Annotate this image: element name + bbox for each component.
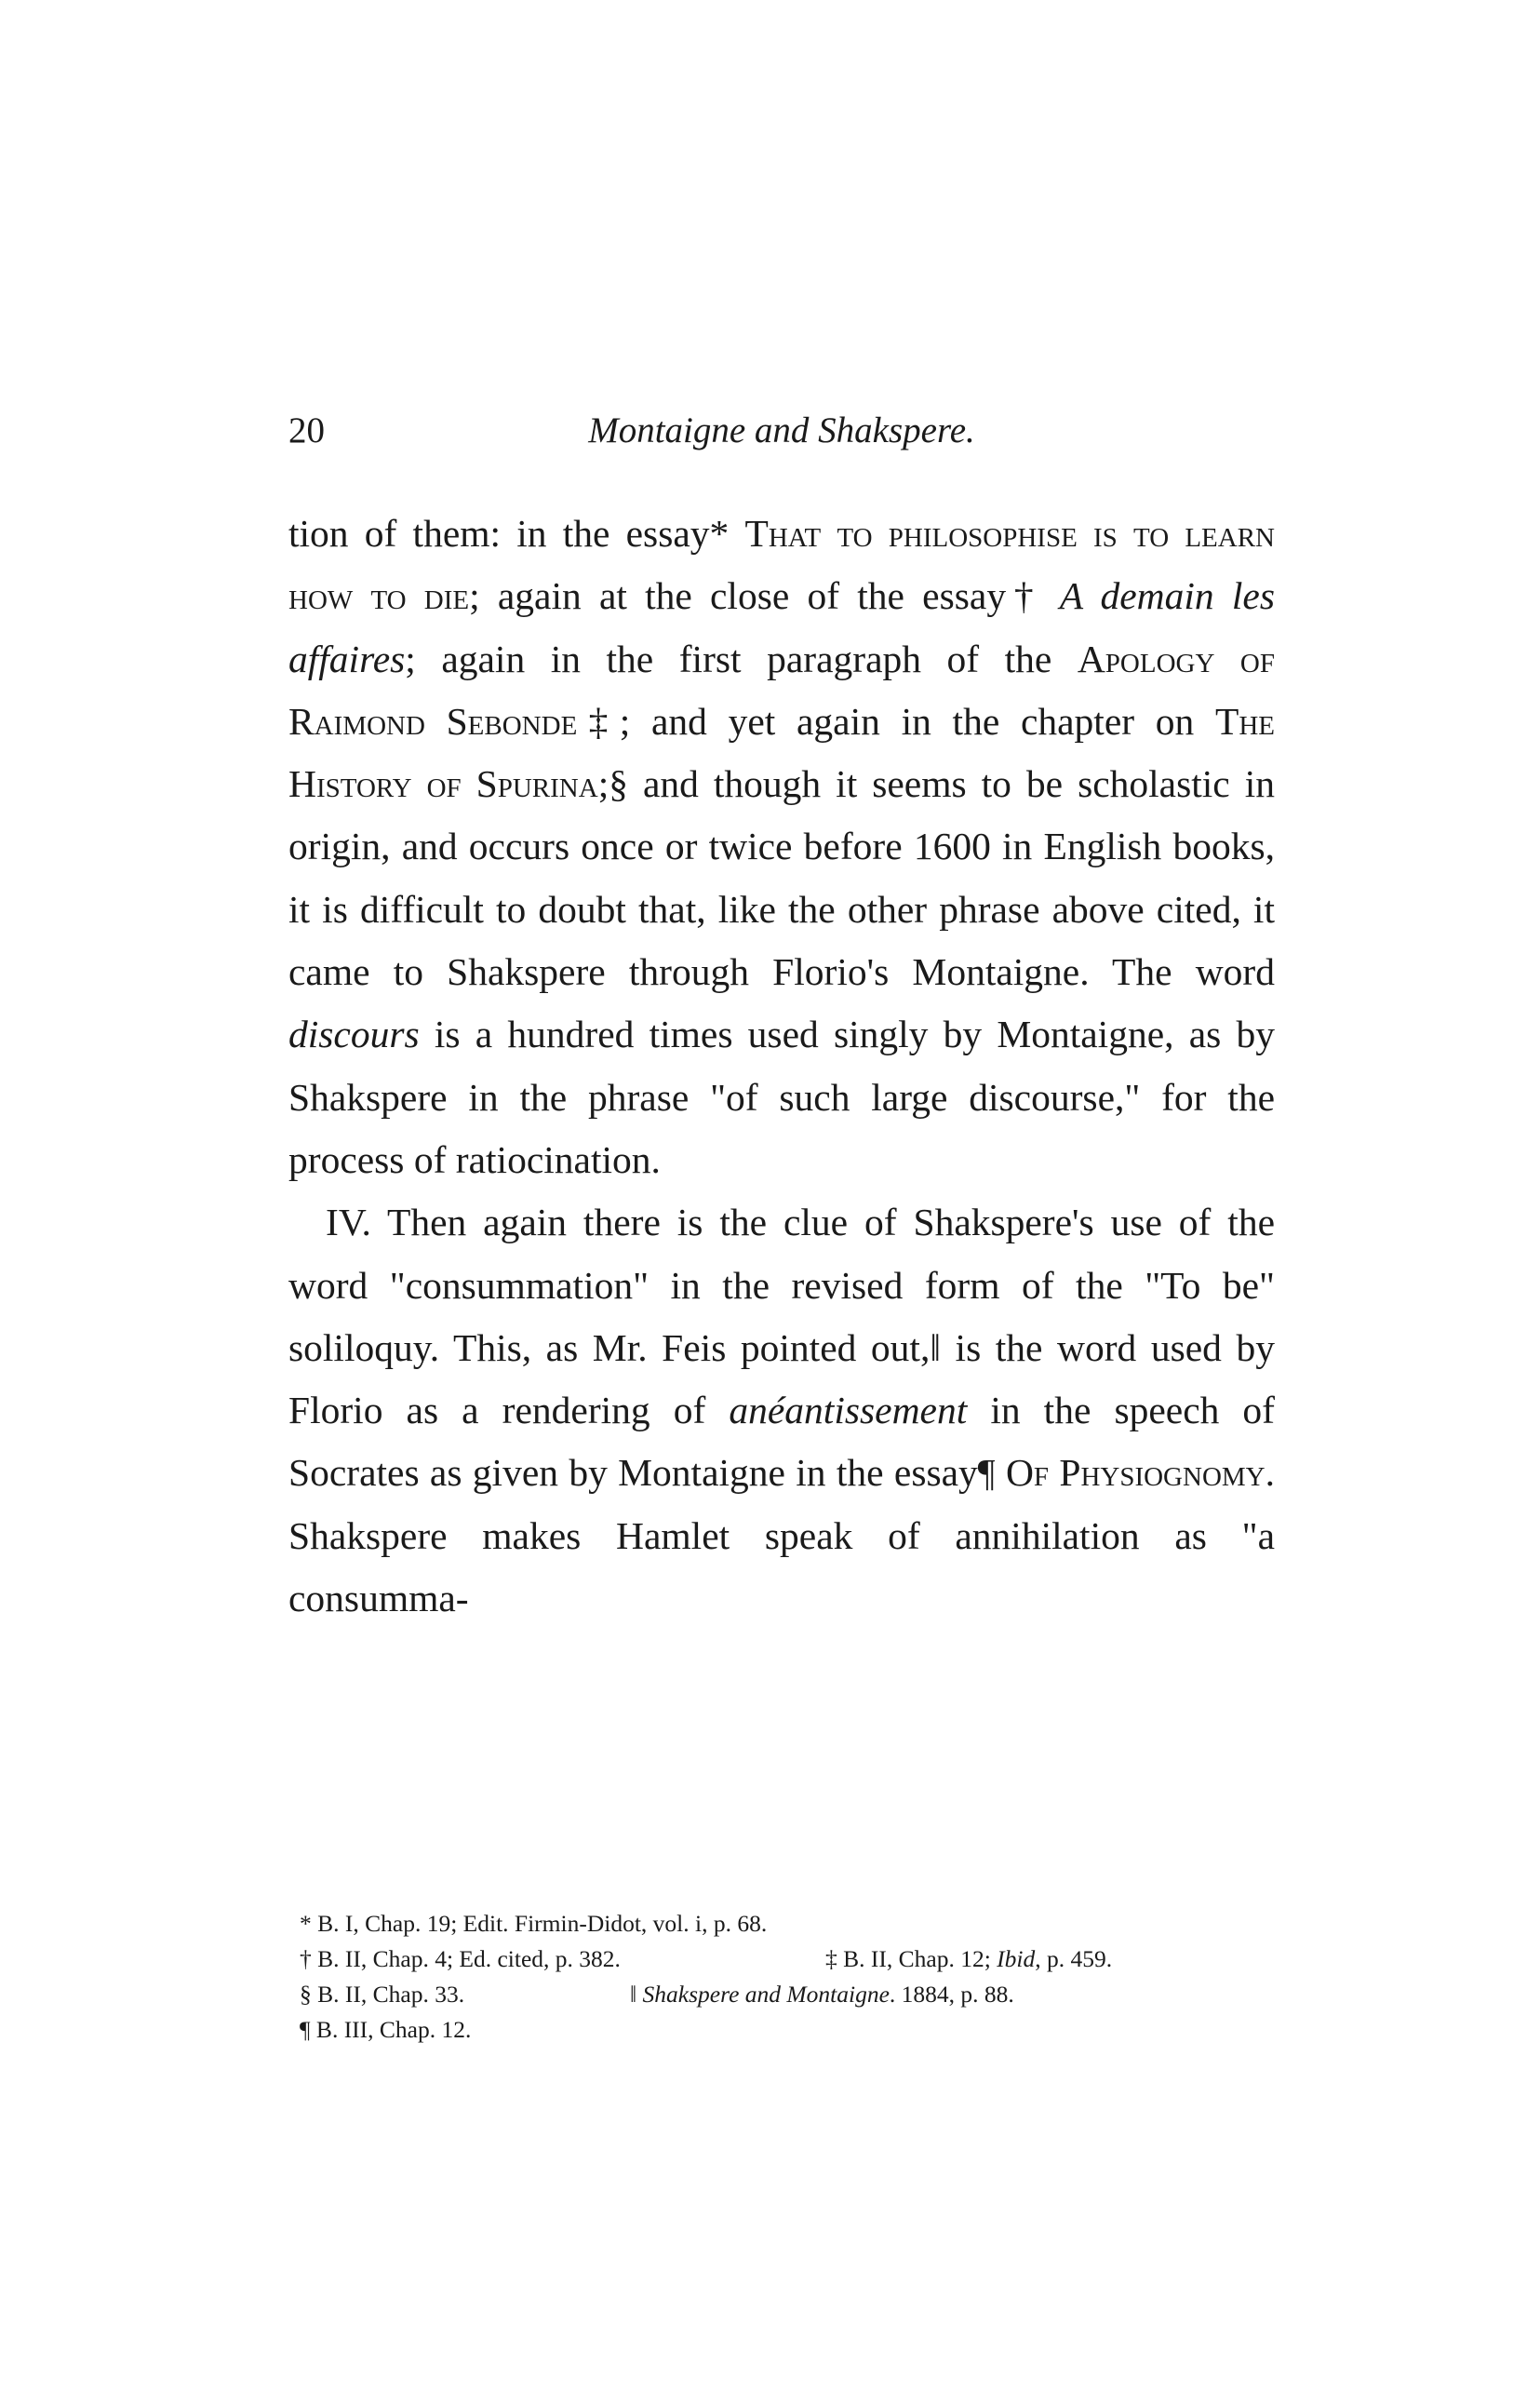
essay-title: A demain les affaires	[288, 574, 1275, 680]
essay-title: Of Physiognomy	[1005, 1451, 1265, 1495]
text-run: ; again in the first paragraph of the	[405, 637, 1078, 680]
italic-word: anéantissement	[729, 1389, 968, 1432]
footnote-line	[300, 1941, 1286, 1977]
footnote-text: ‖	[630, 1981, 643, 2008]
footnote	[630, 1977, 1014, 2012]
footnote: ¶ B. III, Chap. 12.	[300, 2016, 472, 2043]
footnote: * B. I, Chap. 19; Edit. Firmin-Didot, vol. i, p. 68.	[300, 1910, 768, 1937]
footnote-italic: Ibid	[997, 1945, 1036, 1972]
text-run: ‡; and yet again in the chapter on	[577, 699, 1215, 743]
footnote-italic: Shakspere and Montaigne	[642, 1981, 890, 2008]
footnote-line	[300, 1906, 1286, 1941]
text-run: tion of them: in the essay*	[288, 512, 745, 555]
text-run: IV. Then again there is the clue of Shakspere's use of the word "consummation" in the revised form of the "To be" soliloquy. This, as Mr. Feis pointed out,‖ is the word used by Florio as a rendering of	[288, 1201, 1275, 1432]
footnote-line	[300, 2012, 1286, 2048]
text-run: . Shakspere makes Hamlet speak of annihilation as "a consumma-	[288, 1451, 1275, 1620]
body-text	[288, 503, 1275, 1630]
text-run: in the speech of Socrates as given by Montaigne in the essay¶	[288, 1389, 1276, 1495]
text-run: is a hundred times used singly by Montaigne, as by Shakspere in the phrase "of such large discourse," for the process of ratiocination.	[288, 1013, 1275, 1181]
footnote-line	[300, 1977, 1286, 2012]
footnote: § B. II, Chap. 33.	[300, 1981, 465, 2008]
page-number: 20	[288, 410, 325, 450]
footnote-text: , p. 459.	[1035, 1945, 1113, 1972]
footnote	[825, 1941, 1112, 1977]
paragraph-1	[288, 503, 1275, 1191]
footnote-text: ‡ B. II, Chap. 12;	[825, 1945, 998, 1972]
footnotes	[300, 1906, 1286, 2048]
paragraph-2	[288, 1191, 1275, 1630]
page-header	[288, 410, 1275, 465]
text-run: ;§ and though it seems to be scholastic in origin, and occurs once or twice before 1600 in English books, it is difficult to doubt that, like the other phrase above cited, it came to Shakspere through Florio's Montaigne. The word	[288, 762, 1276, 994]
italic-word: discours	[288, 1013, 420, 1056]
essay-title: Apology of Raimond Sebonde	[288, 637, 1276, 743]
footnote-text: . 1884, p. 88.	[889, 1981, 1014, 2008]
footnote: † B. II, Chap. 4; Ed. cited, p. 382.	[300, 1945, 621, 1972]
text-run: ; again at the close of the essay†	[469, 574, 1060, 618]
essay-title: The History of Spurina	[288, 699, 1276, 806]
running-title: Montaigne and Shakspere.	[588, 410, 975, 450]
essay-title: That to philosophise is to learn how to die	[288, 512, 1275, 618]
